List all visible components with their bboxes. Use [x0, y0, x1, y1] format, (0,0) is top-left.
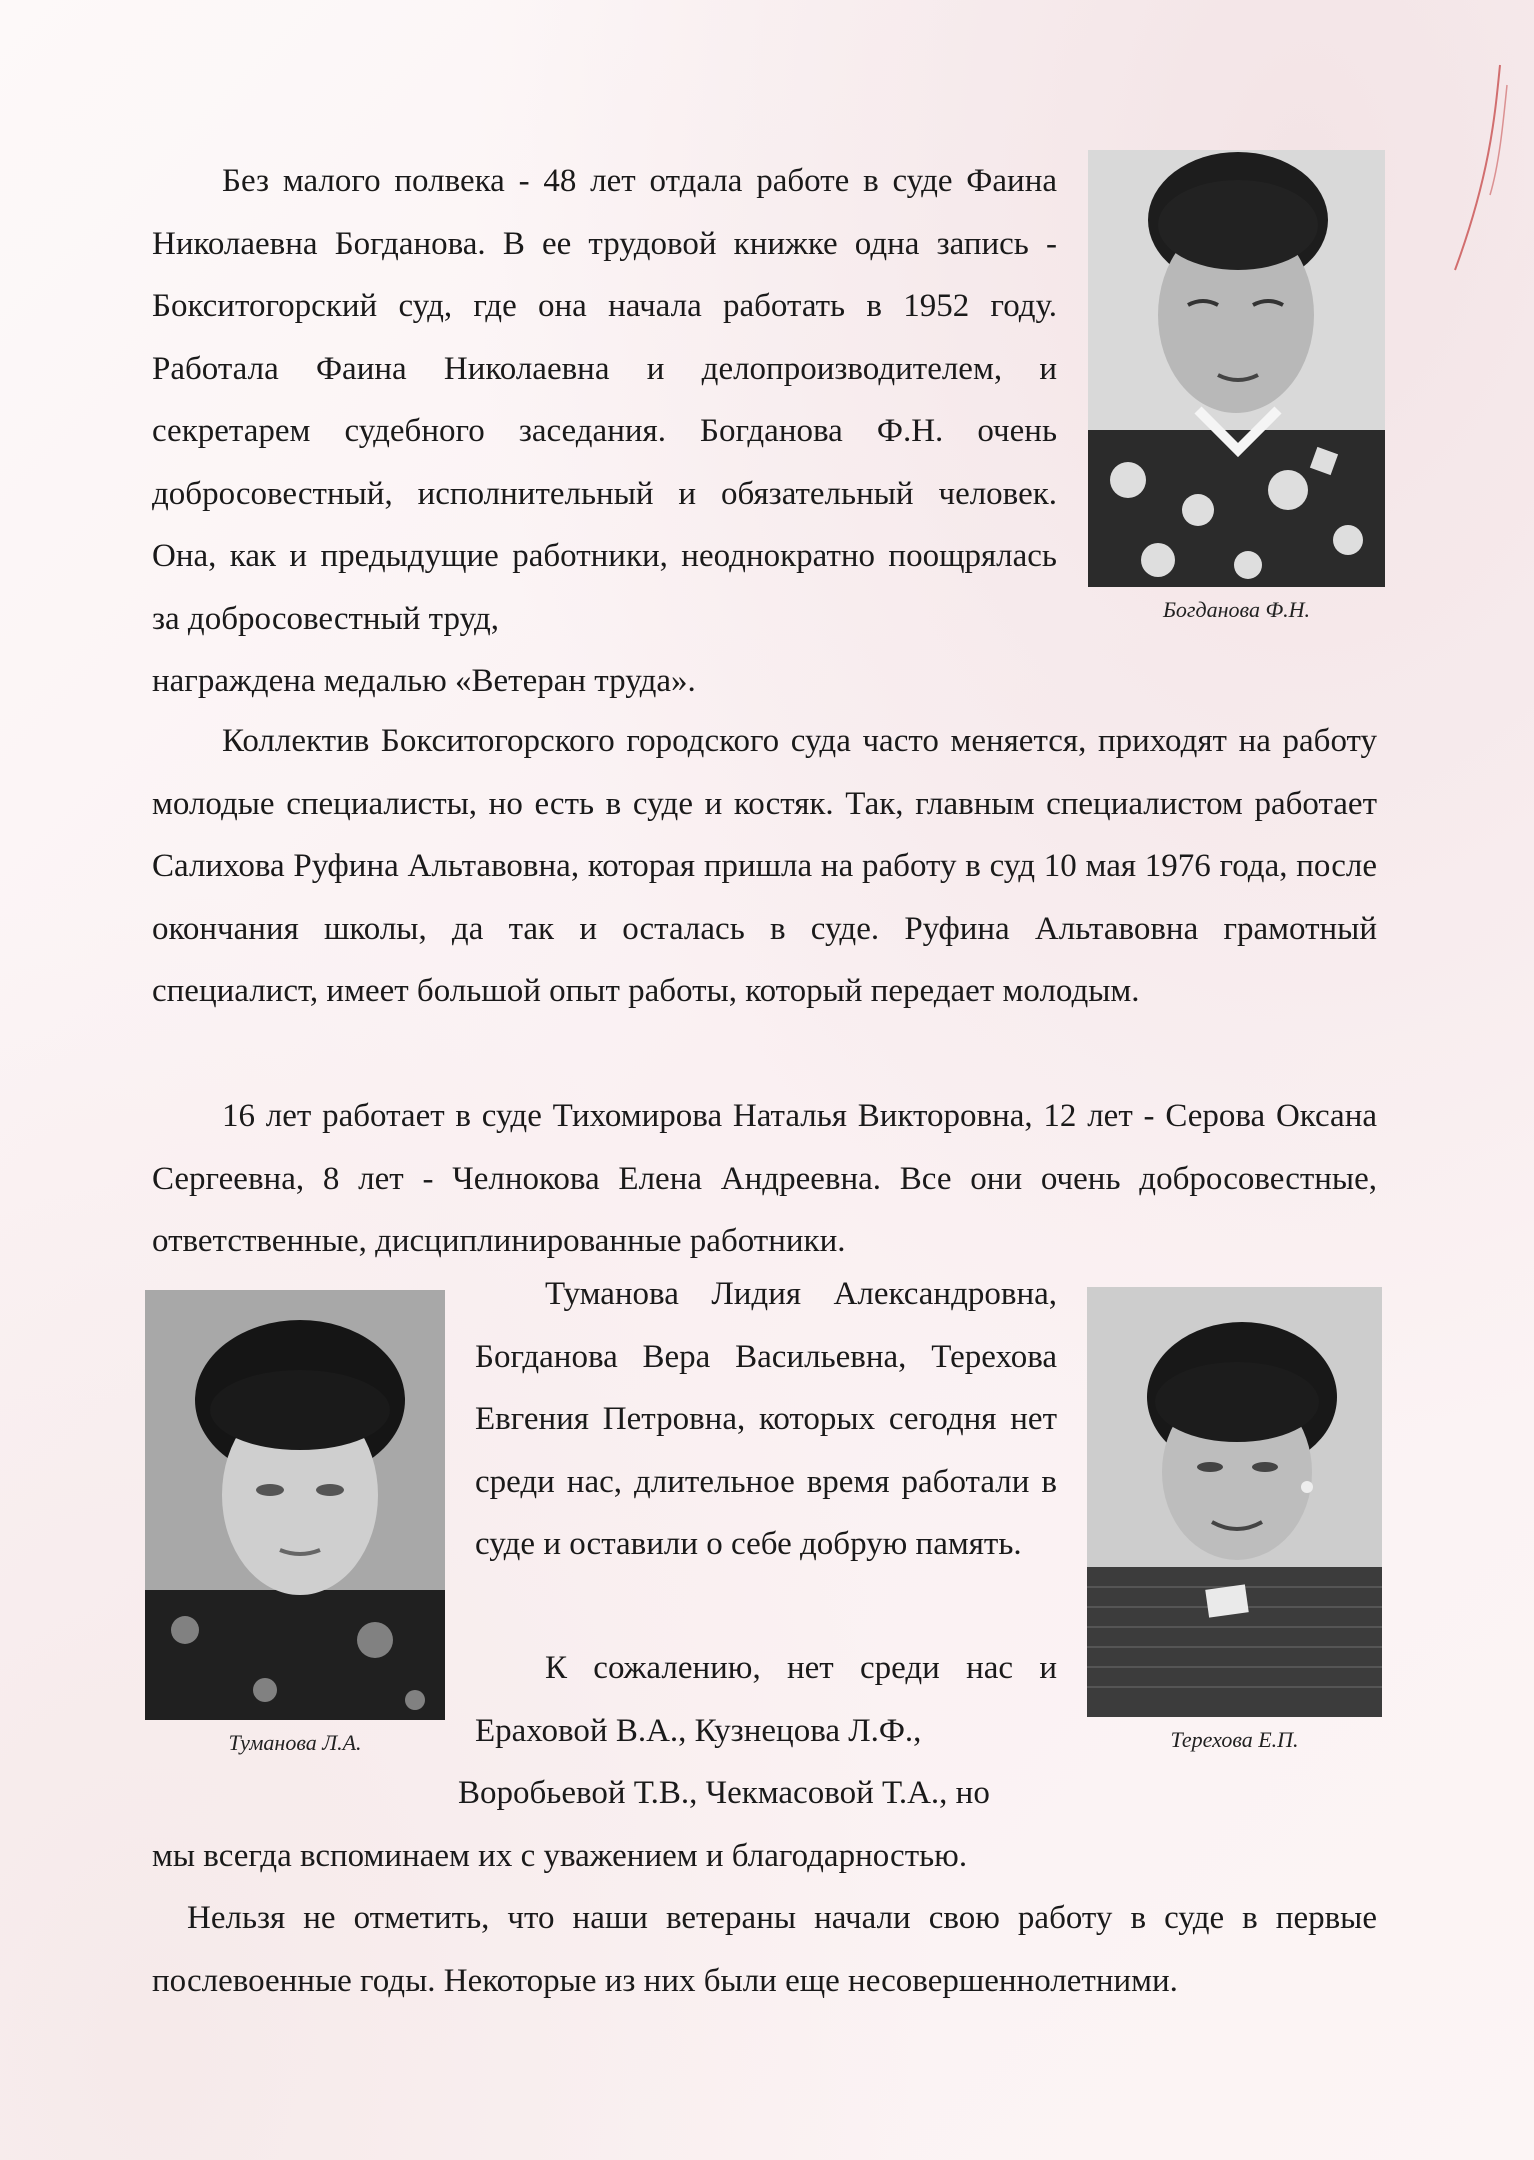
bogdanova-photo [1088, 150, 1385, 587]
bogdanova-caption: Богданова Ф.Н. [1162, 597, 1311, 622]
terekhova-caption: Терехова Е.П. [1170, 1727, 1299, 1752]
paragraph-5-mid: Воробьевой Т.В., Чекмасовой Т.А., но [458, 1775, 990, 1811]
paragraph-2: Коллектив Бокситогорского городского суда часто меняется, приходят на работу молодые специалисты, но есть в суде и костяк. Так, главным специалистом работает Салихова Руфина Альтавовна, которая пришла на работу в суд 10 мая 1976 года, после окончания школы, да так и осталась в суде. Руфина Альтавовна грамотный специалист, имеет большой опыт работы, который передает молодым. [152, 723, 1377, 1009]
paragraph-1-end: награждена медалью «Ветеран труда». [152, 663, 696, 699]
paragraph-4: Туманова Лидия Александровна, Богданова Вера Васильевна, Терехова Евгения Петровна, которых сегодня нет среди нас, длительное время работали в суде и оставили о себе добрую память. [475, 1276, 1057, 1562]
tumanova-photo [145, 1290, 445, 1720]
tumanova-caption: Туманова Л.А. [228, 1730, 362, 1755]
paragraph-5-end: мы всегда вспоминаем их с уважением и благодарностью. [152, 1838, 968, 1874]
terekhova-photo [1087, 1287, 1382, 1717]
paragraph-3: 16 лет работает в суде Тихомирова Наталья Викторовна, 12 лет - Серова Оксана Сергеевна, 8 лет - Челнокова Елена Андреевна. Все они очень добросовестные, ответственные, дисциплинированные работники. [152, 1098, 1377, 1259]
paragraph-1: Без малого полвека - 48 лет отдала работе в суде Фаина Николаевна Богданова. В ее трудовой книжке одна запись - Бокситогорский суд, где она начала работать в 1952 году. Работала Фаина Николаевна и делопроизводителем, и секретарем судебного заседания. Богданова Ф.Н. очень добросовестный, исполнительный и обязательный человек. Она, как и предыдущие работники, неоднократно поощрялась за добросовестный труд, [152, 163, 1057, 637]
paragraph-6: Нельзя не отметить, что наши ветераны начали свою работу в суде в первые послевоенные годы. Некоторые из них были еще несовершеннолетними. [152, 1900, 1377, 1999]
pen-mark [1395, 55, 1515, 285]
paragraph-5-start: К сожалению, нет среди нас и Ераховой В.А., Кузнецова Л.Ф., [475, 1650, 1057, 1749]
